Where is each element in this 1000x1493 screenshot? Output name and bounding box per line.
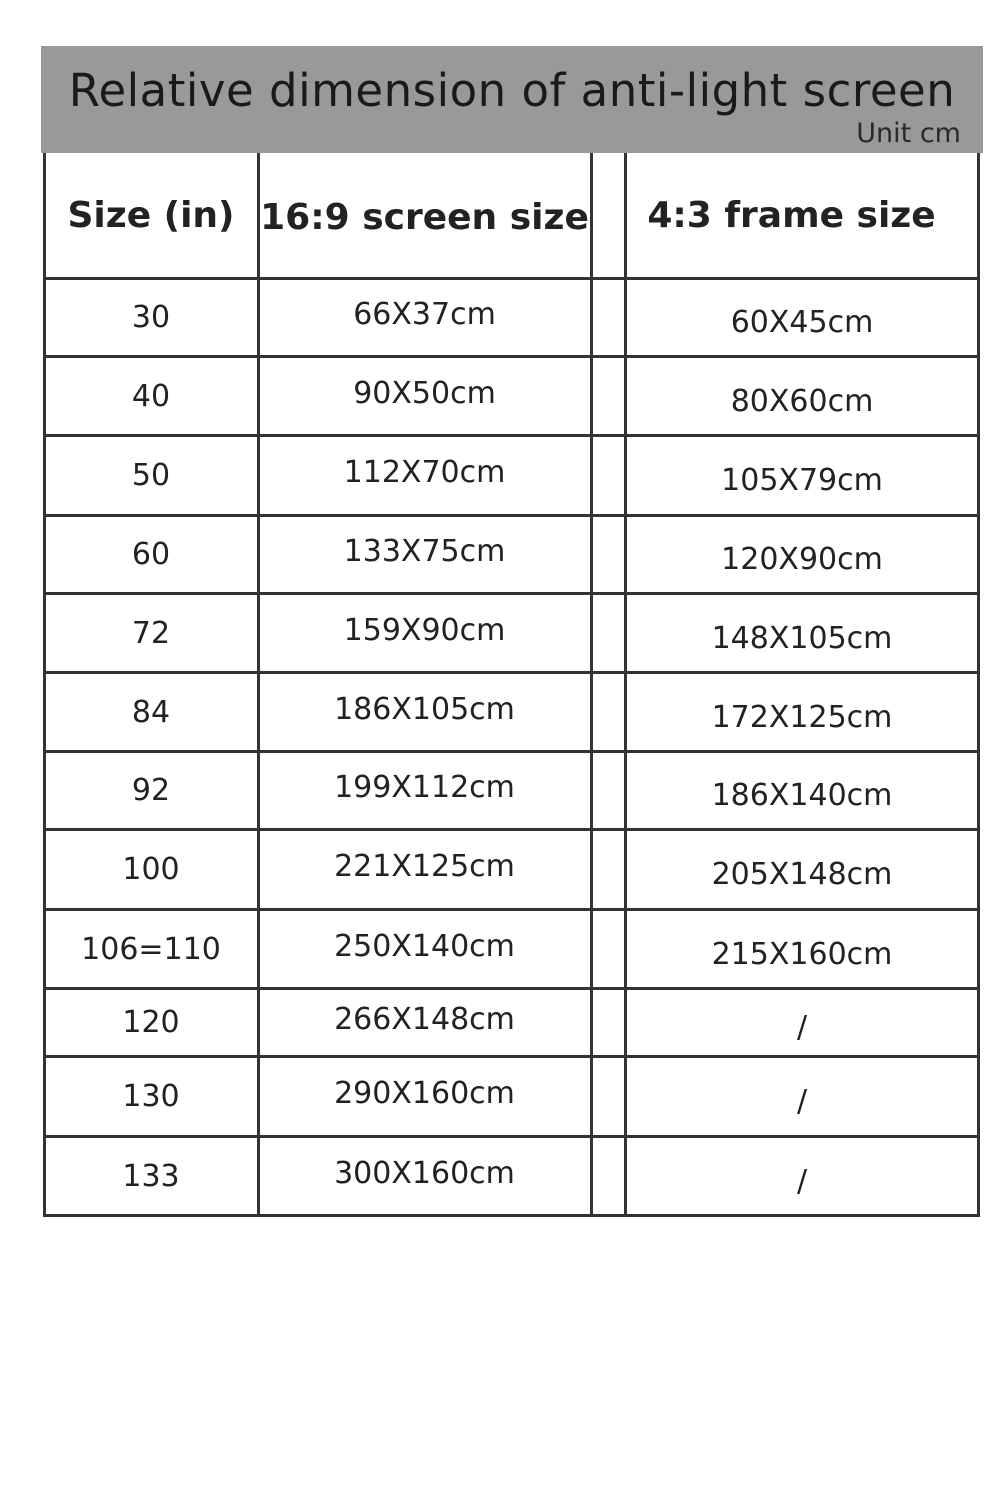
cell-size: 133 bbox=[122, 1158, 180, 1194]
table-title-bar bbox=[41, 46, 983, 153]
cell-frame: 215X160cm bbox=[711, 936, 893, 972]
cell-frame: 120X90cm bbox=[721, 542, 883, 577]
cell-size: 84 bbox=[131, 694, 171, 730]
cell-screen: 90X50cm bbox=[353, 375, 496, 411]
cell-size: 30 bbox=[131, 300, 171, 335]
cell-size: 120 bbox=[122, 1005, 180, 1040]
cell-size: 40 bbox=[131, 378, 171, 414]
cell-frame: 172X125cm bbox=[711, 699, 893, 735]
cell-frame: 80X60cm bbox=[730, 383, 874, 419]
unit-label: Unit cm bbox=[856, 118, 961, 149]
cell-screen: 199X112cm bbox=[334, 770, 515, 805]
cell-screen: 266X148cm bbox=[334, 1002, 515, 1037]
cell-screen: 112X70cm bbox=[343, 455, 506, 490]
cell-frame: / bbox=[796, 1010, 808, 1045]
dimension-table bbox=[43, 153, 980, 1217]
cell-size: 60 bbox=[131, 537, 171, 572]
cell-screen: 290X160cm bbox=[334, 1076, 515, 1111]
cell-frame: / bbox=[796, 1084, 808, 1119]
cell-frame: 105X79cm bbox=[721, 463, 883, 498]
cell-screen: 300X160cm bbox=[334, 1155, 515, 1191]
cell-size: 92 bbox=[131, 773, 171, 808]
cell-frame: / bbox=[796, 1163, 808, 1199]
header-frame-size: 4:3 frame size bbox=[647, 195, 936, 236]
cell-screen: 250X140cm bbox=[334, 928, 515, 964]
cell-frame: 60X45cm bbox=[730, 305, 874, 340]
cell-screen: 221X125cm bbox=[334, 849, 515, 884]
header-screen-size: 16:9 screen size bbox=[260, 197, 589, 238]
page-title: Relative dimension of anti-light screen bbox=[68, 64, 956, 117]
cell-size: 100 bbox=[122, 852, 180, 887]
cell-frame: 186X140cm bbox=[711, 778, 893, 813]
cell-frame: 205X148cm bbox=[711, 857, 893, 892]
cell-screen: 186X105cm bbox=[334, 691, 515, 727]
cell-screen: 159X90cm bbox=[343, 612, 506, 648]
cell-size: 72 bbox=[131, 615, 171, 651]
cell-size: 50 bbox=[131, 458, 171, 493]
cell-screen: 66X37cm bbox=[353, 297, 496, 332]
header-size: Size (in) bbox=[67, 195, 235, 236]
cell-screen: 133X75cm bbox=[343, 534, 506, 569]
cell-frame: 148X105cm bbox=[711, 620, 893, 656]
cell-size: 106=110 bbox=[81, 931, 221, 967]
cell-size: 130 bbox=[122, 1079, 180, 1114]
